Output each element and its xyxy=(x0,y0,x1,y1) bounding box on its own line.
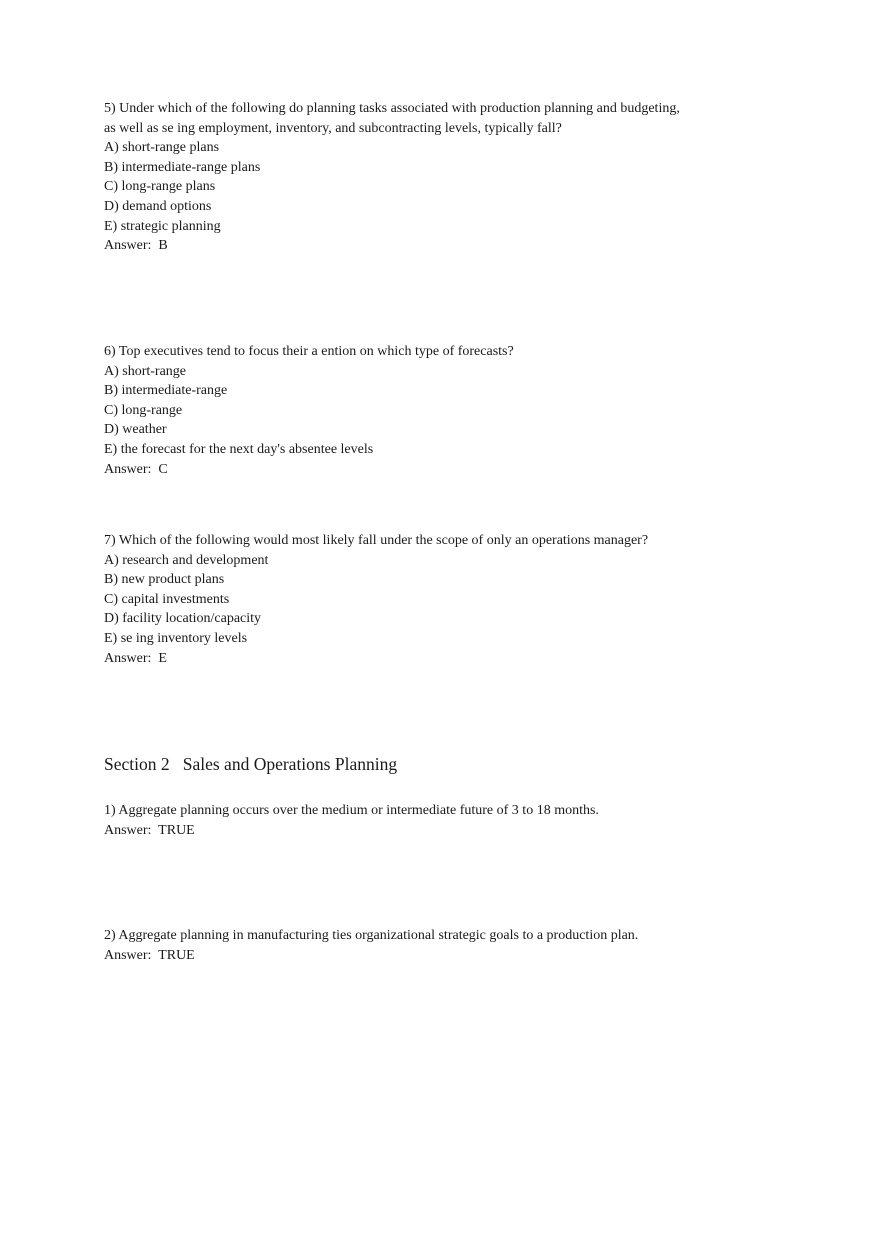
question-text-line: 5) Under which of the following do planning tasks associated with production planning and budgeting, xyxy=(104,101,680,116)
answer-option: B) intermediate-range plans xyxy=(104,159,261,175)
section-heading: Section 2 Sales and Operations Planning xyxy=(104,754,398,774)
answer-option: E) strategic planning xyxy=(104,218,221,234)
answer-option: D) weather xyxy=(104,422,167,438)
answer-option: B) new product plans xyxy=(104,572,225,588)
answer-key-line: Answer: E xyxy=(104,650,167,666)
answer-option: E) se ing inventory levels xyxy=(104,630,248,646)
answer-option: E) the forecast for the next day's absentee levels xyxy=(104,441,374,457)
answer-option: C) capital investments xyxy=(104,591,230,607)
tf-question-block-1 xyxy=(104,801,820,840)
question-text-line: 6) Top executives tend to focus their a ention on which type of forecasts? xyxy=(104,344,514,359)
answer-option: A) research and development xyxy=(104,552,269,568)
question-block-5 xyxy=(104,99,820,256)
answer-key-line: Answer: TRUE xyxy=(104,947,195,963)
answer-option: C) long-range xyxy=(104,402,183,418)
tf-question-block-2 xyxy=(104,926,820,965)
answer-option: C) long-range plans xyxy=(104,179,216,195)
question-text-line: 7) Which of the following would most likely fall under the scope of only an operations manager? xyxy=(104,533,649,548)
question-text-line: 2) Aggregate planning in manufacturing ties organizational strategic goals to a production plan. xyxy=(104,928,639,943)
question-text-line: as well as se ing employment, inventory, and subcontracting levels, typically fall? xyxy=(104,120,562,136)
answer-key-line: Answer: TRUE xyxy=(104,822,195,838)
answer-option: D) facility location/capacity xyxy=(104,611,262,627)
answer-option: B) intermediate-range xyxy=(104,383,228,399)
answer-key-line: Answer: B xyxy=(104,238,168,254)
answer-key-line: Answer: C xyxy=(104,461,168,477)
answer-option: D) demand options xyxy=(104,198,212,214)
answer-option: A) short-range xyxy=(104,363,187,379)
question-block-7 xyxy=(104,531,820,668)
question-text-line: 1) Aggregate planning occurs over the medium or intermediate future of 3 to 18 months. xyxy=(104,803,599,818)
question-block-6 xyxy=(104,342,820,479)
answer-option: A) short-range plans xyxy=(104,140,220,156)
